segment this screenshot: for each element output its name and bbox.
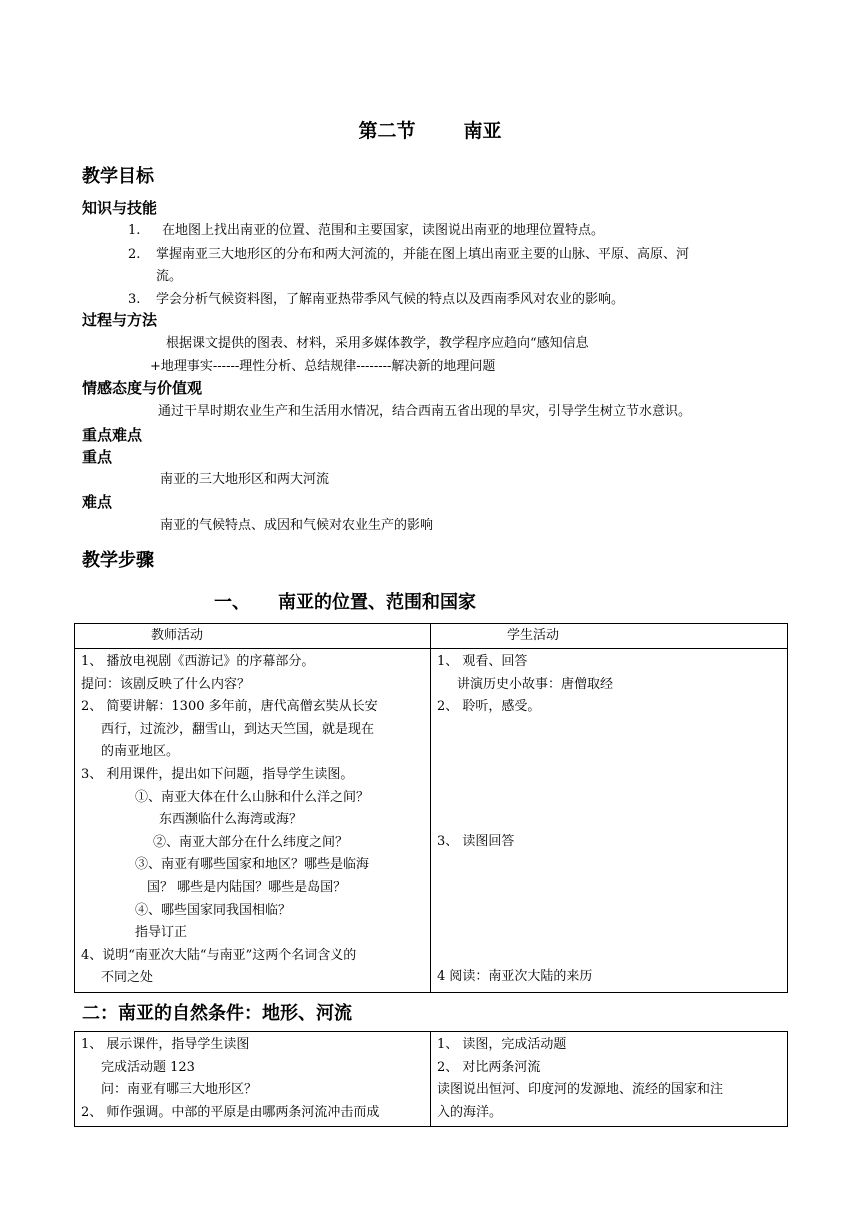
table-row: [75, 1032, 788, 1127]
teacher-line: 1、 播放电视剧《西游记》的序幕部分。: [81, 654, 315, 669]
table-row: [75, 649, 788, 993]
key-point-heading: 重点: [82, 448, 113, 466]
student-line: 3、 读图回答: [437, 834, 515, 849]
goals-heading: 教学目标: [82, 166, 154, 187]
knowledge-item-2-cont: 流。: [156, 269, 183, 284]
teacher-line: 东西濒临什么海湾或海？: [159, 812, 303, 828]
knowledge-item-1: 1. 在地图上找出南亚的位置、范围和主要国家，读图说出南亚的地理位置特点。: [128, 223, 605, 238]
section1-activity-table: [74, 623, 788, 993]
teacher-line: 4、说明“南亚次大陆“与南亚”这两个名词含义的: [81, 947, 357, 963]
section1-title: 一、 南亚的位置、范围和国家: [214, 592, 476, 613]
teacher-line: 2、 师作强调。中部的平原是由哪两条河流冲击而成: [81, 1104, 380, 1120]
teacher-line: ②、南亚大部分在什么纬度之间？: [153, 834, 349, 850]
attitude-heading: 情感态度与价值观: [82, 379, 203, 397]
process-heading: 过程与方法: [82, 311, 158, 329]
difficult-point-heading: 难点: [82, 493, 113, 511]
process-text-line1: 根据课文提供的图表、材料，采用多媒体教学，教学程序应趋向“感知信息: [166, 336, 589, 351]
page-title: [0, 116, 860, 143]
knowledge-item-3: 3. 学会分析气候资料图，了解南亚热带季风气候的特点以及西南季风对农业的影响。: [128, 292, 625, 307]
teacher-column-header: 教师活动: [75, 624, 431, 649]
teacher-line: 完成活动题 123: [101, 1059, 195, 1075]
student-line: 1、 读图，完成活动题: [437, 1037, 567, 1052]
student-line: 入的海洋。: [437, 1104, 503, 1120]
teacher-activities: [75, 1032, 431, 1127]
student-line: 1、 观看、回答: [437, 654, 528, 669]
section2-title: 二：南亚的自然条件：地形、河流: [82, 1003, 352, 1024]
teacher-line: 的南亚地区。: [101, 744, 180, 760]
student-activities: [431, 1032, 788, 1127]
student-activities: [431, 649, 788, 993]
teacher-line: 西行，过流沙，翻雪山，到达天竺国，就是现在: [101, 721, 375, 737]
teacher-line: 国？ 哪些是内陆国？哪些是岛国？: [147, 879, 347, 895]
title-section-number: 第二节: [358, 120, 416, 142]
difficult-point-text: 南亚的气候特点、成因和气候对农业生产的影响: [160, 518, 434, 533]
knowledge-heading: 知识与技能: [82, 199, 158, 217]
focus-heading: 重点难点: [82, 426, 143, 444]
student-line: 4 阅读：南亚次大陆的来历: [437, 969, 593, 984]
teacher-line: ④、哪些国家同我国相临？: [135, 902, 292, 918]
teacher-line: 不同之处: [101, 970, 154, 986]
student-line: 读图说出恒河、印度河的发源地、流经的国家和注: [437, 1082, 724, 1098]
knowledge-item-2: 2. 掌握南亚三大地形区的分布和两大河流的，并能在图上填出南亚主要的山脉、平原、高原、河: [128, 247, 690, 262]
teacher-line: 1、 展示课件，指导学生读图: [81, 1037, 250, 1052]
section2-activity-table: [74, 1031, 788, 1127]
teacher-line: ①、南亚大体在什么山脉和什么洋之间？: [135, 789, 370, 805]
student-line: 讲演历史小故事：唐僧取经: [457, 676, 614, 692]
steps-heading: 教学步骤: [82, 550, 154, 571]
key-point-text: 南亚的三大地形区和两大河流: [160, 472, 330, 487]
teacher-line: 问：南亚有哪三大地形区？: [101, 1082, 258, 1098]
process-text-line2: +地理事实------理性分析、总结规律--------解决新的地理问题: [150, 359, 496, 374]
title-topic: 南亚: [463, 120, 502, 142]
student-line: 2、 聆听，感受。: [437, 699, 541, 715]
teacher-line: 2、 简要讲解：1300 多年前，唐代高僧玄奘从长安: [81, 699, 378, 715]
teacher-activities: [75, 649, 431, 993]
attitude-text: 通过干旱时期农业生产和生活用水情况，结合西南五省出现的旱灾，引导学生树立节水意识。: [158, 404, 692, 419]
teacher-line: ③、南亚有哪些国家和地区？哪些是临海: [135, 857, 370, 873]
teacher-line: 3、 利用课件，提出如下问题，指导学生读图。: [81, 766, 354, 782]
student-line: 2、 对比两条河流: [437, 1059, 541, 1075]
teacher-line: 提问：该剧反映了什么内容？: [81, 676, 251, 692]
student-column-header: 学生活动: [431, 624, 788, 649]
table-header-row: [75, 624, 788, 649]
teacher-line: 指导订正: [135, 925, 188, 941]
